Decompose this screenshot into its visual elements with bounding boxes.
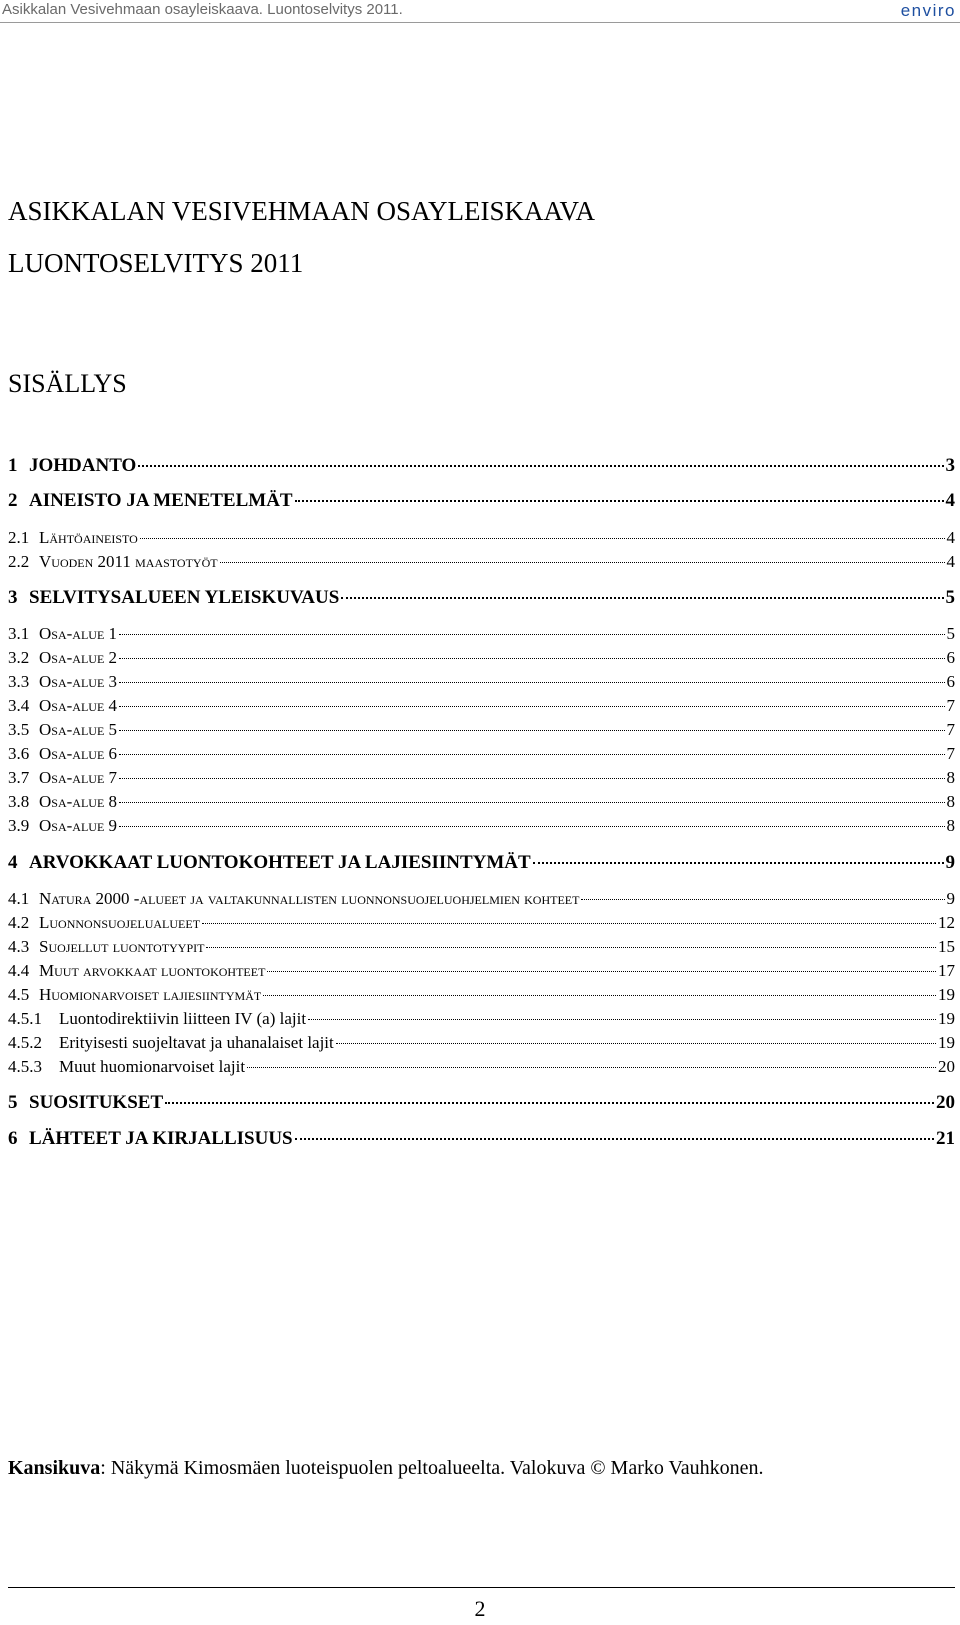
toc-entry-number: 2: [8, 490, 18, 511]
toc-entry-label: Natura 2000 -alueet ja valtakunnallisten luonnonsuojeluohjelmien kohteet: [39, 889, 580, 908]
toc-entry[interactable]: [8, 720, 955, 744]
document-title-line-2: LUONTOSELVITYS 2011: [8, 248, 304, 278]
toc-entry-label: Osa-alue 6: [39, 744, 118, 763]
toc-entry-page: 7: [946, 696, 955, 715]
cover-photo-caption: [8, 1457, 763, 1480]
toc-entry-label: Osa-alue 1: [39, 624, 118, 643]
toc-entry[interactable]: [8, 792, 955, 816]
toc-entry-number: 4.2: [8, 913, 30, 932]
toc-entry[interactable]: [8, 744, 955, 768]
toc-entry[interactable]: [8, 913, 955, 937]
toc-entry[interactable]: [8, 587, 955, 615]
toc-dot-leader: [247, 1067, 936, 1068]
toc-entry-label: Osa-alue 3: [39, 672, 118, 691]
toc-dot-leader: [308, 1019, 936, 1020]
toc-entry[interactable]: [8, 937, 955, 961]
toc-dot-leader: [295, 1138, 934, 1140]
toc-dot-leader: [119, 682, 944, 683]
toc-entry[interactable]: [8, 490, 955, 518]
toc-entry-label: JOHDANTO: [29, 455, 137, 476]
toc-entry[interactable]: [8, 985, 955, 1009]
toc-dot-leader: [140, 538, 945, 539]
toc-entry-number: 3: [8, 587, 18, 608]
toc-entry-page: 9: [945, 852, 955, 873]
toc-entry-label: Osa-alue 8: [39, 792, 118, 811]
toc-entry-page: 4: [946, 528, 955, 547]
toc-entry[interactable]: [8, 961, 955, 985]
toc-entry-number: 1: [8, 455, 18, 476]
toc-entry-page: 7: [946, 720, 955, 739]
toc-entry-page: 4: [946, 552, 955, 571]
toc-entry-page: 20: [936, 1092, 955, 1113]
toc-entry-page: 12: [938, 913, 955, 932]
toc-entry[interactable]: [8, 852, 955, 880]
toc-entry-label: Muut arvokkaat luontokohteet: [39, 961, 266, 980]
toc-entry-label: Osa-alue 9: [39, 816, 118, 835]
toc-entry-number: 4: [8, 852, 18, 873]
toc-entry-number: 3.7: [8, 768, 30, 787]
toc-entry-page: 5: [946, 624, 955, 643]
toc-entry-label: Muut huomionarvoiset lajit: [59, 1057, 246, 1076]
page-number: 2: [474, 1596, 486, 1621]
toc-entry-number: 3.9: [8, 816, 30, 835]
toc-dot-leader: [119, 778, 944, 779]
footer-rule: [8, 1587, 955, 1588]
toc-entry-page: 6: [946, 648, 955, 667]
toc-dot-leader: [295, 500, 944, 502]
toc-dot-leader: [119, 634, 944, 635]
toc-dot-leader: [119, 706, 944, 707]
toc-entry[interactable]: [8, 696, 955, 720]
toc-entry-label: SUOSITUKSET: [29, 1092, 164, 1113]
toc-entry-page: 19: [938, 1009, 955, 1028]
toc-dot-leader: [336, 1043, 936, 1044]
toc-entry-number: 3.8: [8, 792, 30, 811]
toc-entry-page: 4: [945, 490, 955, 511]
caption-label: Kansikuva: [8, 1457, 101, 1479]
toc-entry[interactable]: [8, 648, 955, 672]
toc-entry-page: 20: [938, 1057, 955, 1076]
toc-entry-label: Osa-alue 4: [39, 696, 118, 715]
toc-dot-leader: [267, 971, 936, 972]
toc-entry[interactable]: [8, 624, 955, 648]
toc-entry-number: 2.1: [8, 528, 30, 547]
toc-entry-page: 9: [946, 889, 955, 908]
toc-entry[interactable]: [8, 768, 955, 792]
toc-dot-leader: [263, 995, 936, 996]
contents-heading: SISÄLLYS: [8, 369, 127, 398]
toc-entry[interactable]: [8, 672, 955, 696]
toc-dot-leader: [119, 802, 944, 803]
toc-entry-label: Erityisesti suojeltavat ja uhanalaiset lajit: [59, 1033, 334, 1052]
toc-entry-number: 2.2: [8, 552, 30, 571]
toc-entry-page: 17: [938, 961, 955, 980]
toc-entry-page: 19: [938, 985, 955, 1004]
toc-entry[interactable]: [8, 455, 955, 483]
toc-entry-number: 4.5.3: [8, 1057, 42, 1076]
toc-entry[interactable]: [8, 816, 955, 840]
toc-entry-page: 8: [946, 768, 955, 787]
toc-entry-page: 21: [936, 1128, 955, 1149]
toc-entry[interactable]: [8, 1009, 955, 1033]
toc-entry-number: 3.5: [8, 720, 30, 739]
toc-entry[interactable]: [8, 1092, 955, 1120]
toc-dot-leader: [119, 658, 944, 659]
toc-entry[interactable]: [8, 1128, 955, 1156]
toc-entry-number: 4.5: [8, 985, 30, 1004]
toc-entry-number: 3.3: [8, 672, 30, 691]
toc-entry-label: Lähtöaineisto: [39, 528, 138, 547]
toc-entry-page: 15: [938, 937, 955, 956]
toc-dot-leader: [533, 862, 944, 864]
toc-entry-number: 4.3: [8, 937, 30, 956]
caption-text: : Näkymä Kimosmäen luoteispuolen peltoalueelta. Valokuva © Marko Vauhkonen.: [100, 1457, 764, 1479]
toc-entry-page: 19: [938, 1033, 955, 1052]
toc-entry-page: 6: [946, 672, 955, 691]
toc-entry[interactable]: [8, 889, 955, 913]
toc-entry-number: 6: [8, 1128, 18, 1149]
toc-entry-label: Osa-alue 7: [39, 768, 118, 787]
toc-entry-number: 3.1: [8, 624, 30, 643]
toc-entry-page: 8: [946, 792, 955, 811]
toc-dot-leader: [220, 562, 945, 563]
toc-entry[interactable]: [8, 552, 955, 576]
toc-entry-number: 4.5.1: [8, 1009, 42, 1028]
toc-dot-leader: [138, 465, 943, 467]
toc-entry-page: 3: [945, 455, 955, 476]
toc-entry-number: 3.4: [8, 696, 30, 715]
toc-dot-leader: [165, 1102, 934, 1104]
enviro-logo: enviro: [900, 1, 956, 20]
toc-entry-label: ARVOKKAAT LUONTOKOHTEET JA LAJIESIINTYMÄT: [29, 852, 531, 873]
toc-entry-label: Huomionarvoiset lajiesiintymät: [39, 985, 262, 1004]
toc-entry-label: Osa-alue 5: [39, 720, 118, 739]
table-of-contents: [8, 0, 955, 1200]
document-title-line-1: ASIKKALAN VESIVEHMAAN OSAYLEISKAAVA: [8, 196, 596, 226]
toc-dot-leader: [202, 923, 936, 924]
toc-entry-label: Luonnonsuojelualueet: [39, 913, 201, 932]
toc-dot-leader: [206, 947, 936, 948]
toc-dot-leader: [119, 754, 944, 755]
toc-entry-number: 5: [8, 1092, 18, 1113]
toc-entry-label: Suojellut luontotyypit: [39, 937, 205, 956]
toc-entry[interactable]: [8, 528, 955, 552]
toc-dot-leader: [341, 597, 943, 599]
toc-entry-page: 8: [946, 816, 955, 835]
toc-entry-number: 4.4: [8, 961, 30, 980]
toc-entry-label: Vuoden 2011 maastotyöt: [39, 552, 218, 571]
toc-entry-page: 7: [946, 744, 955, 763]
toc-entry-label: Luontodirektiivin liitteen IV (a) lajit: [59, 1009, 307, 1028]
header-title: Asikkalan Vesivehmaan osayleiskaava. Luontoselvitys 2011.: [2, 1, 403, 18]
toc-entry-label: AINEISTO JA MENETELMÄT: [29, 490, 293, 511]
toc-entry-label: SELVITYSALUEEN YLEISKUVAUS: [29, 587, 340, 608]
toc-dot-leader: [581, 899, 944, 900]
toc-entry-number: 4.5.2: [8, 1033, 42, 1052]
toc-dot-leader: [119, 730, 944, 731]
toc-entry-label: Osa-alue 2: [39, 648, 118, 667]
toc-entry-label: LÄHTEET JA KIRJALLISUUS: [29, 1128, 293, 1149]
toc-entry-page: 5: [945, 587, 955, 608]
toc-entry[interactable]: [8, 1033, 955, 1057]
toc-entry-number: 4.1: [8, 889, 30, 908]
toc-entry[interactable]: [8, 1057, 955, 1081]
toc-entry-number: 3.6: [8, 744, 30, 763]
toc-entry-number: 3.2: [8, 648, 30, 667]
toc-dot-leader: [119, 826, 944, 827]
